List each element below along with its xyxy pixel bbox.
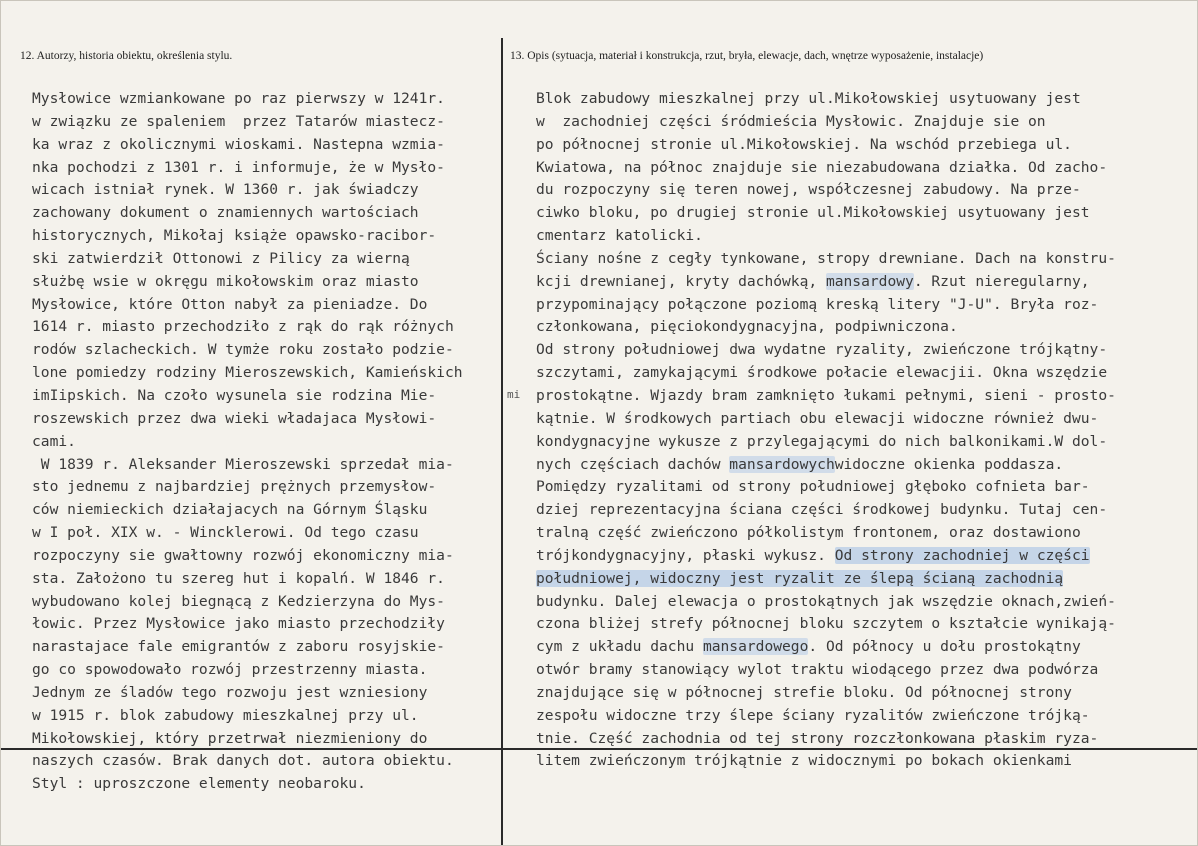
description-text-line: litem zwieńczonym trójkątnie z widocznymi po bokach okienkami [536, 752, 1072, 770]
description-text-line: budynku. Dalej elewacja o prostokątnych jak wszędzie oknach,zwień- [536, 592, 1116, 610]
history-text-line: zachowany dokument o znamiennych wartościach [32, 204, 419, 222]
description-text-line: szczytami, zamykającymi środkowe połacie elewacjii. Okna wszędzie [536, 364, 1108, 382]
highlighted-phrase: mansardowego [702, 638, 809, 656]
history-text-line: narastajace fale emigrantów z zaboru rosyjskie- [32, 638, 445, 656]
description-text-line: du rozpoczyny się teren nowej, współczesnej zabudowy. Na prze- [536, 181, 1081, 199]
history-text-line: łowic. Przez Mysłowice jako miasto przechodziły [32, 615, 445, 633]
history-text-line: rozpoczyny sie gwałtowny rozwój ekonomiczny mia- [32, 546, 454, 564]
history-text-line: ka wraz z okolicznymi wioskami. Nastepna wzmia- [32, 135, 445, 153]
history-text-column [32, 88, 502, 796]
highlighted-phrase: Od strony zachodniej w części [834, 546, 1090, 564]
description-text-line: Blok zabudowy mieszkalnej przy ul.Mikołowskiej usytuowany jest [536, 90, 1081, 107]
highlighted-phrase: mansardowych [729, 455, 835, 473]
highlighted-phrase: południowej, widoczny jest ryzalit ze ślepą ścianą zachodnią [536, 569, 1064, 587]
description-text-line [536, 568, 1186, 591]
history-text-line: sta. Założono tu szereg hut i kopalń. W 1846 r. [32, 569, 445, 587]
description-text-line: tralną część zwieńczono półkolistym frontonem, oraz dostawiono [536, 524, 1081, 542]
description-text-line: po północnej stronie ul.Mikołowskiej. Na wschód przebiega ul. [536, 135, 1072, 153]
history-text-line: Mysłowice wzmiankowane po raz pierwszy w 1241r. [32, 90, 445, 107]
history-text-line: w I poł. XIX w. - Wincklerowi. Od tego czasu [32, 524, 419, 542]
description-text-line: Pomiędzy ryzalitami od strony południowej głęboko cofnieta bar- [536, 478, 1090, 496]
description-text-line: tnie. Część zachodnia od tej strony rozczłonkowana płaskim ryza- [536, 729, 1099, 747]
section-13-heading: 13. Opis (sytuacja, materiał i konstrukcja, rzut, bryła, elewacje, dach, wnętrze wyposażenie, instalacje) [510, 50, 984, 62]
history-text-line: historycznych, Mikołaj książe opawsko-racibor- [32, 227, 437, 245]
history-text-line: Styl : uproszczone elementy neobaroku. [32, 775, 366, 793]
description-text-line: Od strony południowej dwa wydatne ryzality, zwieńczone trójkątny- [536, 341, 1108, 359]
description-text-line: kondygnacyjne wykusze z przylegającymi do nich balkonikami.W dol- [536, 432, 1108, 450]
description-text-line: kcji drewnianej, kryty dachówką, mansardowy. Rzut nieregularny, [536, 272, 1090, 290]
history-text-line: roszewskich przez dwa wieki władajaca Mysłowi- [32, 409, 437, 427]
history-text-line: w związku ze spaleniem przez Tatarów miastecz- [32, 112, 445, 130]
history-text-line: wybudowano kolej biegnącą z Kedzierzyna do Mys- [32, 592, 445, 610]
description-text-line: kątnie. W środkowych partiach obu elewacji widoczne również dwu- [536, 409, 1099, 427]
description-text-line: znajdujące się w północnej strefie bloku. Od północnej strony [536, 683, 1072, 701]
history-text-line: 1614 r. miasto przechodziło z rąk do rąk różnych [32, 318, 454, 336]
history-text-line: rodów szlacheckich. W tymże roku zostało podzie- [32, 341, 454, 359]
description-text-line: nych częściach dachów mansardowychwidoczne okienka poddasza. [536, 455, 1064, 473]
history-text-line: Mysłowice, które Otton nabył za pieniadze. Do [32, 295, 428, 313]
description-text-line: prostokątne. Wjazdy bram zamknięto łukami pełnymi, sieni - prosto- [536, 386, 1116, 404]
margin-note: mi [507, 388, 521, 401]
description-text-line: członkowana, pięciokondygnacyjna, podpiwniczona. [536, 318, 958, 336]
history-text-line: lone pomiedzy rodziny Mieroszewskich, Kamieńskich [32, 364, 463, 382]
description-text-line: w zachodniej części śródmieścia Mysłowic. Znajduje sie on [536, 112, 1046, 130]
description-text-line: zespołu widoczne trzy ślepe ściany ryzalitów zwieńczone trójką- [536, 706, 1090, 724]
history-text-line: służbę wsie w okręgu mikołowskim oraz miasto [32, 272, 419, 290]
description-text-line: Ściany nośne z cegły tynkowane, stropy drewniane. Dach na konstru- [536, 249, 1116, 267]
history-text-line: naszych czasów. Brak danych dot. autora obiektu. [32, 752, 454, 770]
description-text-line: Kwiatowa, na północ znajduje sie niezabudowana działka. Od zacho- [536, 158, 1108, 176]
description-text-line: ciwko bloku, po drugiej stronie ul.Mikołowskiej usytuowany jest [536, 204, 1090, 222]
history-text-line: Jednym ze śladów tego rozwoju jest wzniesiony [32, 683, 428, 701]
history-text-line: W 1839 r. Aleksander Mieroszewski sprzedał mia- [32, 455, 454, 473]
history-text-line: ców niemieckich działajacych na Górnym Śląsku [32, 501, 428, 519]
history-text-line: ski zatwierdził Ottonowi z Pilicy za wierną [32, 249, 410, 267]
history-text-line: imIipskich. Na czoło wysunela sie rodzina Mie- [32, 386, 437, 404]
section-12-heading: 12. Autorzy, historia obiektu, określenia stylu. [20, 50, 233, 62]
description-text-line: czona bliżej strefy północnej bloku szczytem o kształcie wynikają- [536, 615, 1116, 633]
description-text-line: cym z układu dachu mansardowego. Od północy u dołu prostokątny [536, 638, 1081, 656]
description-text-line: trójkondygnacyjny, płaski wykusz. Od strony zachodniej w części [536, 546, 1090, 564]
history-text-line: go co spowodowało rozwój przestrzenny miasta. [32, 661, 428, 679]
description-text-column [536, 88, 1186, 773]
highlighted-phrase: mansardowy [825, 272, 914, 290]
history-text-line: nka pochodzi z 1301 r. i informuje, że w Mysło- [32, 158, 445, 176]
history-text-line: sto jednemu z najbardziej prężnych przemysłow- [32, 478, 437, 496]
history-text-line: cami. [32, 432, 76, 450]
description-text-line: cmentarz katolicki. [536, 227, 703, 245]
history-text-line: w 1915 r. blok zabudowy mieszkalnej przy ul. [32, 706, 419, 724]
description-text-line: dziej reprezentacyjna ściana części środkowej budynku. Tutaj cen- [536, 501, 1108, 519]
description-text-line: przypominający połączone poziomą kreską litery "J-U". Bryła roz- [536, 295, 1099, 313]
history-text-line: wicach istniał rynek. W 1360 r. jak świadczy [32, 181, 419, 199]
description-text-line: otwór bramy stanowiący wylot traktu wiodącego przez dwa podwórza [536, 661, 1099, 679]
history-text-line: Mikołowskiej, który przetrwał niezmieniony do [32, 729, 428, 747]
